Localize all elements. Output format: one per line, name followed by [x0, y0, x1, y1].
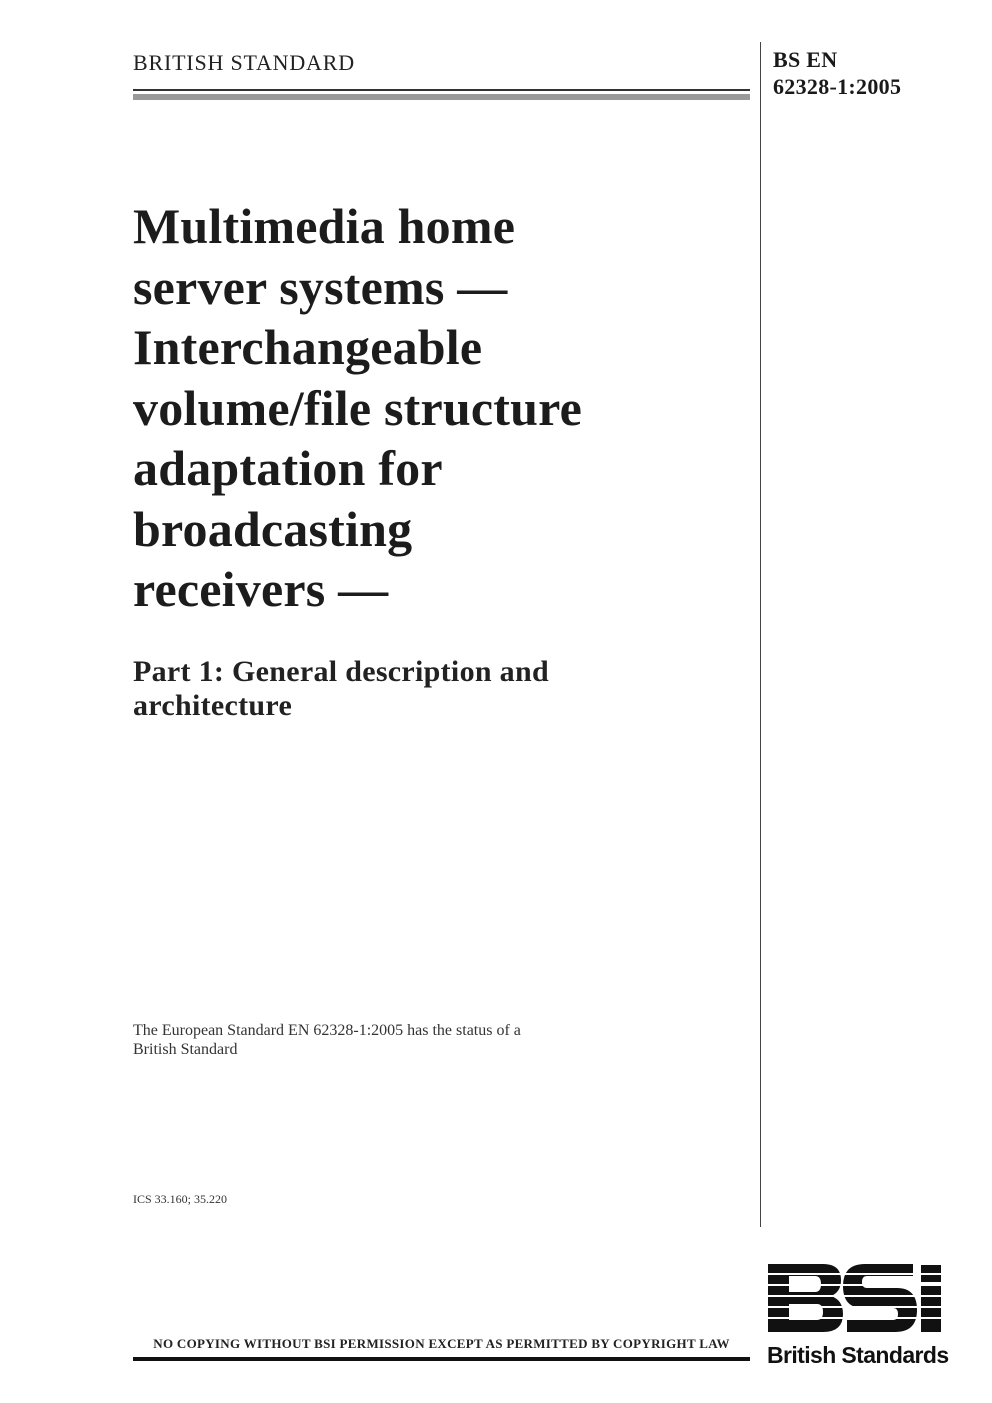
standard-number-line-2: 62328-1:2005	[773, 74, 902, 99]
status-note-line: The European Standard EN 62328-1:2005 has the status of a	[133, 1022, 521, 1039]
title-line: Interchangeable	[133, 319, 483, 375]
title-line: broadcasting	[133, 500, 413, 557]
document-series-label: BRITISH STANDARD	[133, 50, 355, 75]
title-line: receivers —	[133, 561, 389, 617]
subtitle-line: architecture	[133, 689, 293, 722]
footer-rule	[133, 1357, 750, 1361]
document-subtitle	[133, 655, 753, 723]
standard-number-line-1: BS EN	[773, 47, 838, 72]
copyright-notice: NO COPYING WITHOUT BSI PERMISSION EXCEPT AS PERMITTED BY COPYRIGHT LAW	[153, 1336, 730, 1351]
status-note-line: British Standard	[133, 1041, 238, 1058]
document-title	[133, 196, 753, 620]
title-line: server systems —	[133, 258, 508, 315]
vertical-divider	[760, 42, 761, 1227]
logo-caption: British Standards	[767, 1342, 949, 1368]
standard-number	[773, 46, 901, 100]
title-line: volume/file structure	[133, 379, 582, 436]
subtitle-line: Part 1: General description and	[133, 655, 549, 688]
ics-code: ICS 33.160; 35.220	[133, 1192, 228, 1206]
header-rule-thin	[133, 89, 750, 91]
header-rule-thick	[133, 94, 750, 100]
title-line: Multimedia home	[133, 198, 516, 254]
status-note	[133, 1021, 733, 1059]
title-line: adaptation for	[133, 440, 443, 496]
